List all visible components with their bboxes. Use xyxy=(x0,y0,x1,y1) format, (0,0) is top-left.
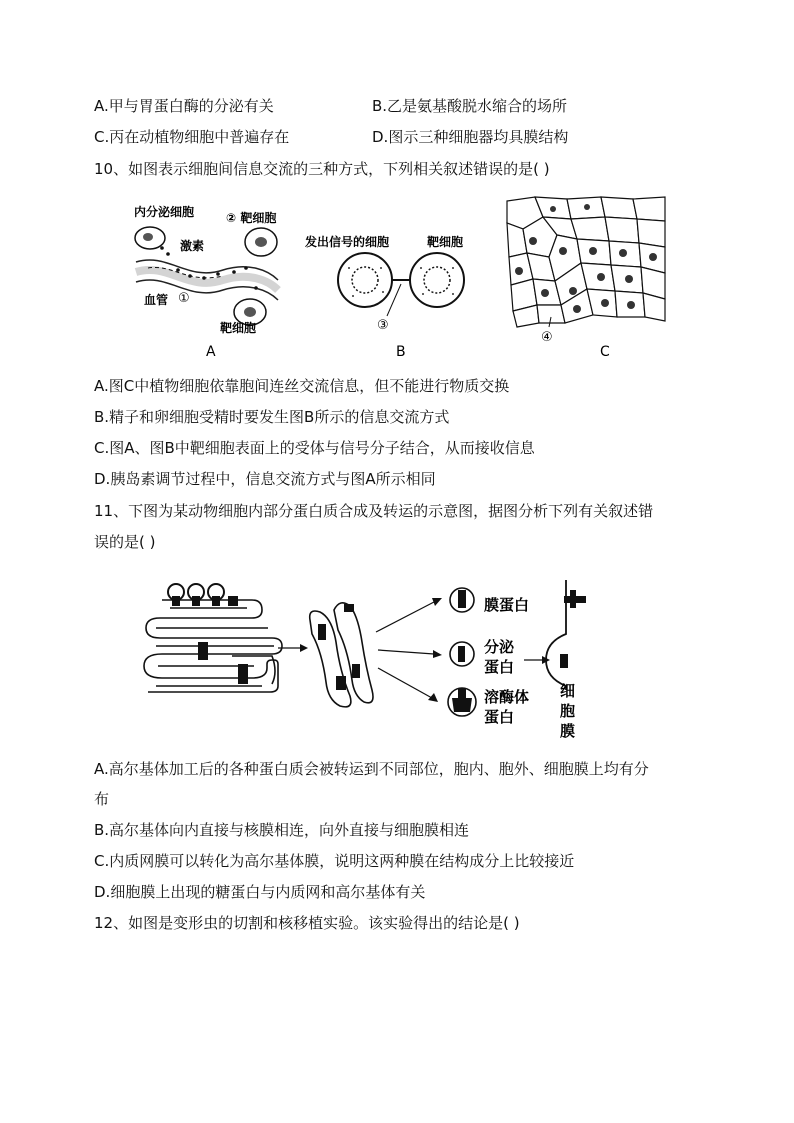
q10-option-b: B.精子和卵细胞受精时要发生图B所示的信息交流方式 xyxy=(94,408,450,426)
q10-option-d: D.胰岛素调节过程中，信息交流方式与图A所示相同 xyxy=(94,470,436,488)
q10a-num1: ① xyxy=(178,291,190,306)
q10a-hormone-label: 激素 xyxy=(180,239,205,253)
q12-stem: 12、如图是变形虫的切割和核移植实验。该实验得出的结论是( ) xyxy=(94,914,520,932)
q9-option-c: C.丙在动植物细胞中普遍存在 xyxy=(94,128,290,146)
q10a-vessel-label: 血管 xyxy=(144,293,169,307)
q9-option-a: A.甲与胃蛋白酶的分泌有关 xyxy=(94,97,274,115)
q10b-caption: B xyxy=(396,344,406,360)
q10b-num3: ③ xyxy=(377,318,389,333)
q10-figure-c xyxy=(505,195,670,365)
q11-cell-membrane-label-2: 胞 xyxy=(560,702,576,720)
q10a-caption: A xyxy=(206,344,216,360)
q11-secreted-label-1: 分泌 xyxy=(484,638,515,656)
q10-stem: 10、如图表示细胞间信息交流的三种方式，下列相关叙述错误的是( ) xyxy=(94,160,550,178)
q11-lysosome-label-1: 溶酶体 xyxy=(484,688,530,706)
q10a-target-bottom-label: 靶细胞 xyxy=(220,321,257,335)
q11-option-c: C.内质网膜可以转化为高尔基体膜，说明这两种膜在结构成分上比较接近 xyxy=(94,852,575,870)
q10-figure-b xyxy=(303,198,483,363)
q10b-sender-label: 发出信号的细胞 xyxy=(305,235,390,249)
q11-cell-membrane-label-3: 膜 xyxy=(560,722,576,740)
q10c-caption: C xyxy=(600,344,610,360)
q11-stem-line1: 11、下图为某动物细胞内部分蛋白质合成及转运的示意图，据图分析下列有关叙述错 xyxy=(94,502,654,520)
q10a-target-top-label: ② 靶细胞 xyxy=(226,211,277,225)
q11-option-b: B.高尔基体向内直接与核膜相连，向外直接与细胞膜相连 xyxy=(94,821,470,839)
q10b-target-label: 靶细胞 xyxy=(427,235,464,249)
q11-stem-line2: 误的是( ) xyxy=(94,533,156,551)
q11-lysosome-label-2: 蛋白 xyxy=(484,708,515,726)
q11-figure xyxy=(132,572,602,752)
q11-option-a-line1: A.高尔基体加工后的各种蛋白质会被转运到不同部位，胞内、胞外、细胞膜上均有分 xyxy=(94,760,649,778)
q11-option-d: D.细胞膜上出现的糖蛋白与内质网和高尔基体有关 xyxy=(94,883,426,901)
q11-secreted-label-2: 蛋白 xyxy=(484,658,515,676)
q11-membrane-protein-label: 膜蛋白 xyxy=(484,596,530,614)
q9-option-b: B.乙是氨基酸脱水缩合的场所 xyxy=(372,97,568,115)
q9-option-d: D.图示三种细胞器均具膜结构 xyxy=(372,128,569,146)
q10-figure-a xyxy=(128,198,288,363)
q10a-endocrine-label: 内分泌细胞 xyxy=(134,205,195,219)
q10-option-c: C.图A、图B中靶细胞表面上的受体与信号分子结合，从而接收信息 xyxy=(94,439,535,457)
q11-option-a-line2: 布 xyxy=(94,790,110,808)
q10-option-a: A.图C中植物细胞依靠胞间连丝交流信息，但不能进行物质交换 xyxy=(94,377,510,395)
q10c-num4: ④ xyxy=(541,330,553,345)
q11-cell-membrane-label-1: 细 xyxy=(560,682,576,700)
